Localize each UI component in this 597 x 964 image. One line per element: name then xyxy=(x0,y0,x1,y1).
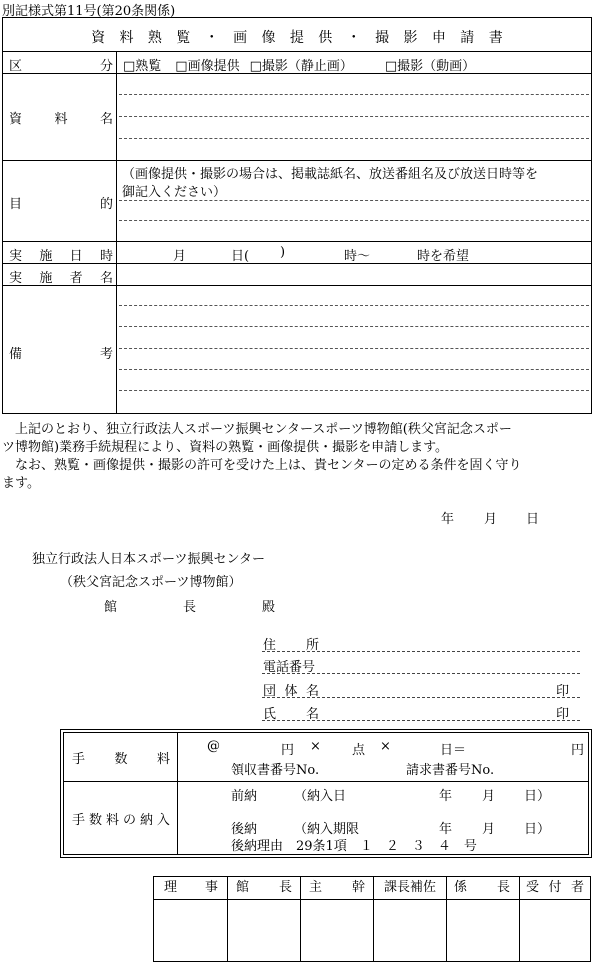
remarks-line[interactable] xyxy=(119,390,589,391)
material-name-line[interactable] xyxy=(119,138,589,139)
prepay-date: （納入日 xyxy=(294,789,347,804)
application-table xyxy=(2,17,592,414)
invoice-number: 請求書番号No. xyxy=(406,763,495,778)
phone-label: 電話番号 xyxy=(263,660,316,675)
group-field[interactable] xyxy=(262,697,580,698)
mokuteki-label: 目 的 xyxy=(9,197,113,212)
approval-stamp-table xyxy=(153,876,591,962)
weekday-close: ) xyxy=(280,245,286,260)
purpose-note-line1: （画像提供・撮影の場合は、掲載誌紙名、放送番組名及び放送日時等を xyxy=(122,167,539,182)
declaration-line4: ます。 xyxy=(2,476,40,491)
month-unit: 月 xyxy=(173,249,187,264)
approval-header-kacho-hosa: 課長補佐 xyxy=(383,880,436,895)
checkbox-image-provision[interactable]: □画像提供 xyxy=(175,59,240,74)
approval-header-shukan: 主 幹 xyxy=(309,880,365,895)
payment-label: 手 数 料 の 納 入 xyxy=(72,813,170,828)
addressee-cho: 長 xyxy=(183,600,197,615)
addressee-kan: 館 xyxy=(104,600,118,615)
name-seal: 印 xyxy=(556,707,570,722)
checkbox-photo-still[interactable]: □撮影（静止画） xyxy=(249,59,353,74)
remarks-line[interactable] xyxy=(119,305,589,306)
approval-header-riji: 理 事 xyxy=(164,880,218,895)
fee-total-yen: 円 xyxy=(571,743,585,758)
remarks-line[interactable] xyxy=(119,326,589,327)
hour-to: 時を希望 xyxy=(417,249,470,264)
addressee-org: 独立行政法人日本スポーツ振興センター xyxy=(32,552,265,567)
checkbox-photo-video[interactable]: □撮影（動画） xyxy=(384,59,476,74)
shiryo-label: 資 料 名 xyxy=(9,112,113,127)
remarks-line[interactable] xyxy=(119,348,589,349)
address-label: 住 所 xyxy=(263,638,319,653)
addressee-dono: 殿 xyxy=(262,600,276,615)
approval-header-uketsuke: 受 付 者 xyxy=(526,880,584,895)
material-name-line[interactable] xyxy=(119,116,589,117)
group-label: 団 体 名 xyxy=(263,684,319,699)
remarks-line[interactable] xyxy=(119,369,589,370)
group-seal: 印 xyxy=(556,684,570,699)
fee-ten: 点 xyxy=(352,743,366,758)
fee-times1: × xyxy=(310,739,321,754)
prepay-year: 年 xyxy=(439,789,453,804)
biko-label: 備 考 xyxy=(9,347,113,362)
prepay-month: 月 xyxy=(482,789,496,804)
approval-header-kakaricho: 係 長 xyxy=(454,880,510,895)
jisshisha-label: 実 施 者 名 xyxy=(9,271,113,286)
receipt-number: 領収書番号No. xyxy=(231,763,320,778)
checkbox-viewing[interactable]: □熟覧 xyxy=(123,59,162,74)
fee-box xyxy=(60,729,592,858)
name-field[interactable] xyxy=(262,720,580,721)
purpose-line[interactable] xyxy=(119,200,589,201)
kubun-label: 区 分 xyxy=(9,59,113,74)
fee-label: 手 数 料 xyxy=(72,752,170,767)
form-number-note: 別記様式第11号(第20条関係) xyxy=(2,4,176,19)
declaration-line1: 上記のとおり、独立行政法人スポーツ振興センタースポーツ博物館(秩父宮記念スポー xyxy=(2,422,512,437)
prepay-label: 前納 xyxy=(231,789,258,804)
postpay-reason: 後納理由 29条1項 １ ２ ３ ４ 号 xyxy=(231,839,477,854)
postpay-label: 後納 xyxy=(231,822,258,837)
prepay-day: 日） xyxy=(524,789,551,804)
material-name-line[interactable] xyxy=(119,94,589,95)
form-title: 資 料 熟 覧 ・ 画 像 提 供 ・ 撮 影 申 請 書 xyxy=(91,30,503,46)
purpose-line[interactable] xyxy=(119,220,589,221)
nichiji-label: 実 施 日 時 xyxy=(9,249,113,264)
date-day: 日 xyxy=(526,512,540,527)
addressee-museum: （秩父宮記念スポーツ博物館） xyxy=(60,575,242,590)
fee-yen: 円 xyxy=(281,743,295,758)
purpose-note-line2: 御記入ください） xyxy=(122,185,227,200)
fee-times2: × xyxy=(380,739,391,754)
declaration-line3: なお、熟覧・画像提供・撮影の許可を受けた上は、貴センターの定める条件を固く守り xyxy=(2,458,522,473)
declaration-line2: ツ博物館)業務手続規程により、資料の熟覧・画像提供・撮影を申請します。 xyxy=(2,440,449,455)
name-label: 氏 名 xyxy=(263,707,319,722)
date-year: 年 xyxy=(441,512,455,527)
postpay-day: 日） xyxy=(524,822,551,837)
address-field[interactable] xyxy=(262,651,580,652)
hour-from: 時～ xyxy=(344,249,371,264)
day-unit: 日( xyxy=(231,249,250,264)
approval-header-kancho: 館 長 xyxy=(236,880,292,895)
date-month: 月 xyxy=(484,512,498,527)
postpay-year: 年 xyxy=(439,822,453,837)
postpay-deadline: （納入期限 xyxy=(294,822,360,837)
phone-field[interactable] xyxy=(262,673,580,674)
fee-days-equals: 日＝ xyxy=(440,743,467,758)
postpay-month: 月 xyxy=(482,822,496,837)
fee-at: @ xyxy=(207,739,220,754)
